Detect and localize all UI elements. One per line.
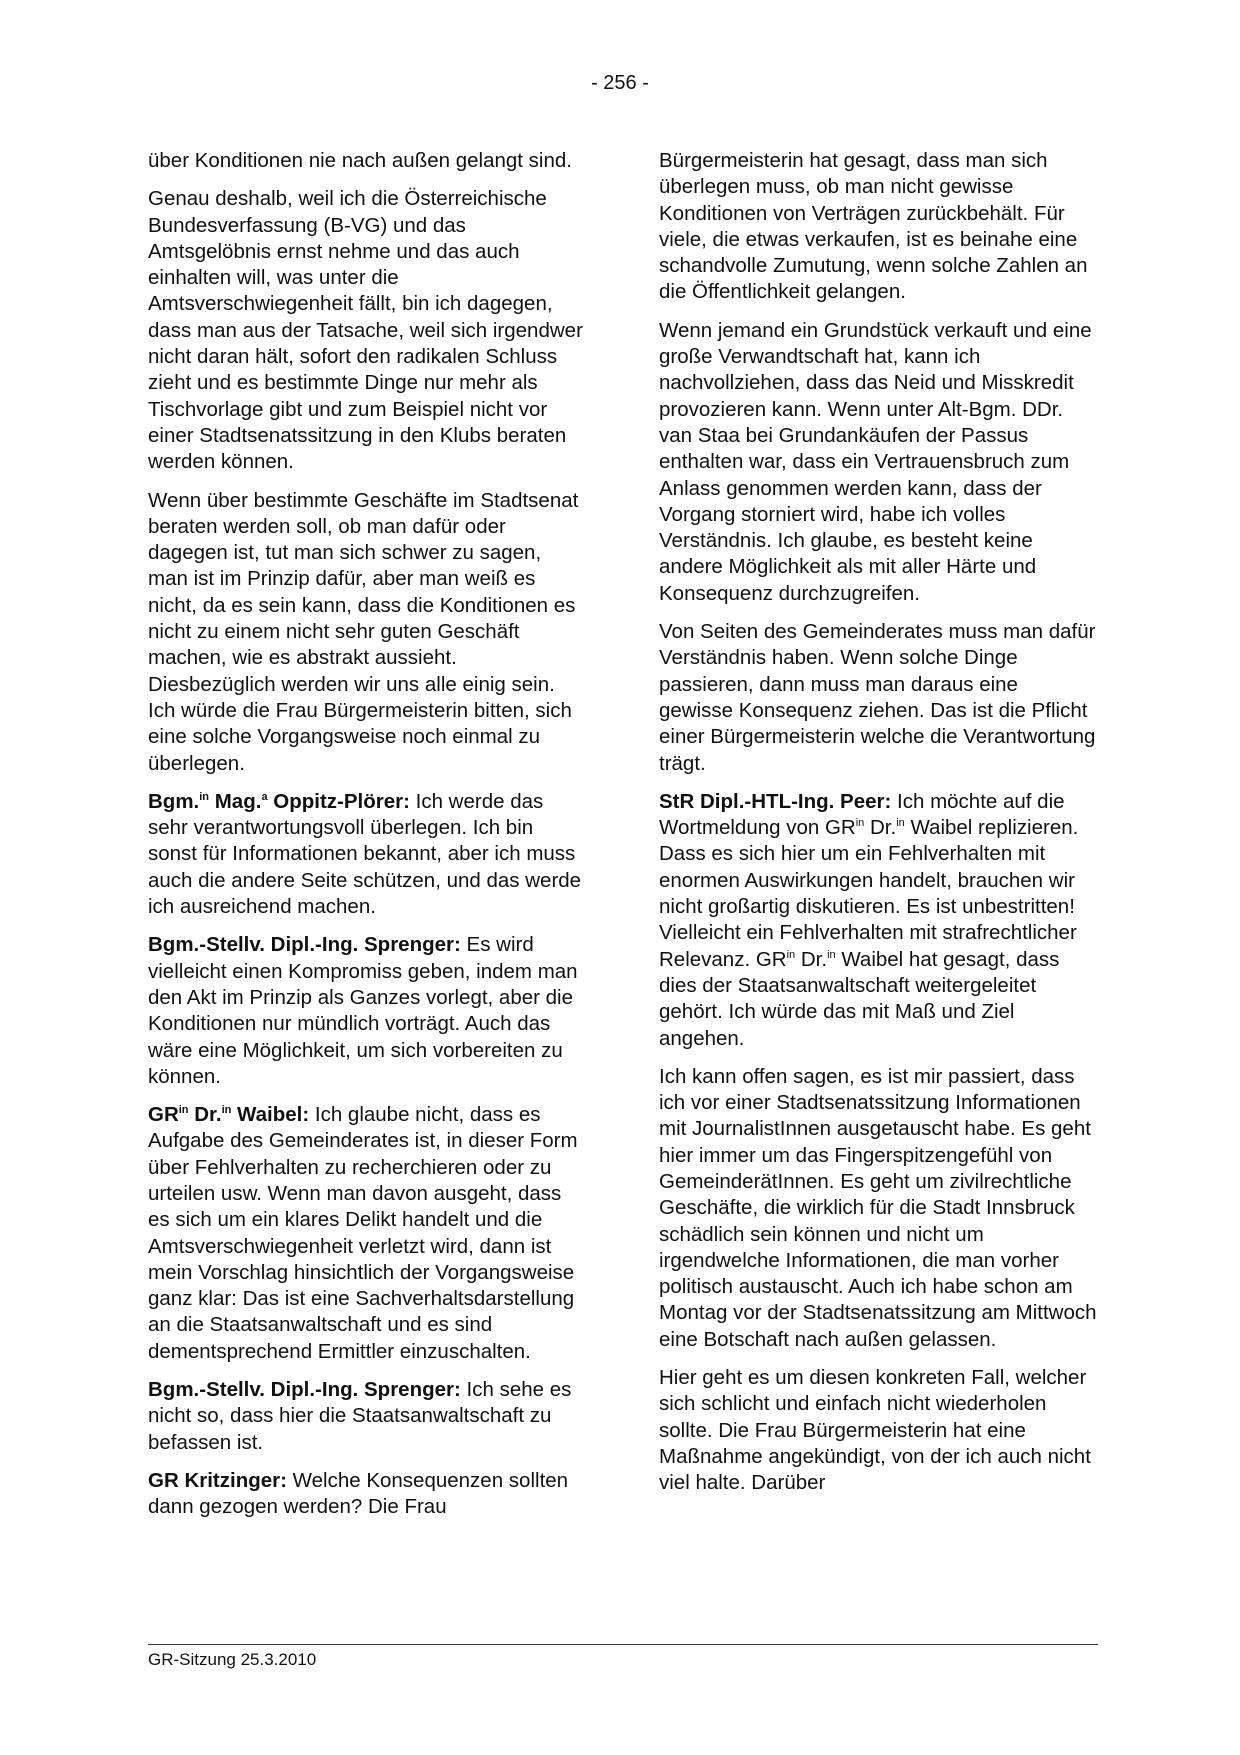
paragraph: Ich kann offen sagen, es ist mir passiert, dass ich vor einer Stadtsenatssitzung Informationen mit JournalistInnen ausgetauscht habe. Es geht hier immer um das Fingerspitzengefühl von GemeinderätInnen. Es geht um zivilrechtliche Geschäfte, die wirklich für die Stadt Innsbruck schädlich sein können und nicht um irgendwelche Informationen, die man vorher politisch austauscht. Auch ich habe schon am Montag vor der Stadtsenatssitzung am Mittwoch eine Botschaft nach außen gelassen. (659, 1064, 1097, 1351)
speech-text: Ich möchte auf die Wortmeldung von $GR^{in}$ Dr.$^{in}$ Waibel replizieren. Dass es sich hier um ein Fehlverhalten mit enormen Auswirkungen handelt, brauchen wir nicht großartig diskutieren. Es ist unbestritten! Vielleicht ein Fehlverhalten mit strafrechtlicher Relevanz. $GR^{in}$ Dr.$^{in}$ Waibel hat gesagt, dass dies der Staatsanwaltschaft weitergeleitet gehört. Ich würde das mit Maß und Ziel angehen. (659, 789, 1079, 1050)
speech-kritzinger (148, 1468, 586, 1521)
speech-peer (659, 789, 1097, 1052)
paragraph: über Konditionen nie nach außen gelangt sind. (148, 149, 572, 172)
speaker-name: Bgm.-Stellv. Dipl.-Ing. Sprenger: (148, 933, 461, 957)
footer-text: GR-Sitzung 25.3.2010 (148, 1650, 317, 1669)
speaker-name: $GR^{in}$ Dr.$^{in}$ Waibel: (148, 1103, 310, 1127)
paragraph: Genau deshalb, weil ich die Österreichische Bundesverfassung (B-VG) und das Amtsgelöbnis ernst nehme und das auch einhalten will, was unter die Amtsverschwiegenheit fällt, bin ich dagegen, dass man aus der Tatsache, weil sich irgendwer nicht daran hält, sofort den radikalen Schluss zieht und es bestimmte Dinge nur mehr als Tischvorlage gibt und zum Beispiel nicht vor einer Stadtsenatssitzung in den Klubs beraten werden können. (148, 187, 583, 474)
speech-text: Ich sehe es nicht so, dass hier die Staatsanwaltschaft zu befassen ist. (148, 1378, 572, 1454)
speaker-name: StR Dipl.-HTL-Ing. Peer: (659, 789, 892, 813)
page-number: - 256 - (591, 72, 649, 94)
speech-waibel (148, 1102, 586, 1365)
speaker-name: GR Kritzinger: (148, 1468, 287, 1492)
speech-sprenger-1 (148, 932, 586, 1090)
speech-text: Welche Konsequenzen sollten dann gezogen werden? Die Frau (148, 1468, 569, 1519)
paragraph: Wenn jemand ein Grundstück verkauft und eine große Verwandtschaft hat, kann ich nachvollziehen, dass das Neid und Misskredit provozieren kann. Wenn unter Alt-Bgm. DDr. van Staa bei Grundankäufen der Passus enthalten war, dass ein Vertrauensbruch zum Anlass genommen werden kann, dass der Vorgang storniert wird, habe ich volles Verständnis. Ich glaube, es besteht keine andere Möglichkeit als mit aller Härte und Konsequenz durchzugreifen. (659, 318, 1092, 605)
speaker-name: Bgm.-Stellv. Dipl.-Ing. Sprenger: (148, 1378, 461, 1402)
speech-text: Ich glaube nicht, dass es Aufgabe des Gemeinderates ist, in dieser Form über Fehlverhalten zu recherchieren oder zu urteilen usw. Wenn man davon ausgeht, dass es sich um ein klares Delikt handelt und die Amtsverschwiegenheit verletzt wird, dann ist mein Vorschlag hinsichtlich der Vorgangsweise ganz klar: Das ist eine Sachverhaltsdarstellung an die Staatsanwaltschaft und es sind dementsprechend Ermittler einzuschalten. (148, 1103, 578, 1363)
paragraph: Von Seiten des Gemeinderates muss man dafür Verständnis haben. Wenn solche Dinge passieren, dann muss man daraus eine gewisse Konsequenz ziehen. Das ist die Pflicht einer Bürgermeisterin welche die Verantwortung trägt. (659, 620, 1096, 775)
speech-sprenger-2 (148, 1377, 586, 1456)
right-column (659, 148, 1097, 1509)
paragraph: Wenn über bestimmte Geschäfte im Stadtsenat beraten werden soll, ob man dafür oder dagegen ist, tut man sich schwer zu sagen, man ist im Prinzip dafür, aber man weiß es nicht, da es sein kann, dass die Konditionen es nicht zu einem nicht sehr guten Geschäft machen, wie es abstrakt aussieht. Diesbezüglich werden wir uns alle einig sein. Ich würde die Frau Bürgermeisterin bitten, sich eine solche Vorgangsweise noch einmal zu überlegen. (148, 488, 579, 775)
speech-oppitz-ploerer (148, 789, 586, 920)
left-column (148, 148, 586, 1533)
paragraph: Bürgermeisterin hat gesagt, dass man sich überlegen muss, ob man nicht gewisse Konditionen von Verträgen zurückbehält. Für viele, die etwas verkaufen, ist es beinahe eine schandvolle Zumutung, wenn solche Zahlen an die Öffentlichkeit gelangen. (659, 149, 1088, 304)
footer-divider (148, 1644, 1098, 1645)
speech-text: Es wird vielleicht einen Kompromiss geben, indem man den Akt im Prinzip als Ganzes vorlegt, aber die Konditionen nur mündlich vorträgt. Auch das wäre eine Möglichkeit, um sich vorbereiten zu können. (148, 933, 578, 1088)
speaker-name: Bgm.$^{in}$ Mag.$^a$ Oppitz-Plörer: (148, 789, 410, 813)
speech-text: Ich werde das sehr verantwortungsvoll überlegen. Ich bin sonst für Informationen bekannt, aber ich muss auch die andere Seite schützen, und das werde ich ausreichend machen. (148, 789, 582, 919)
paragraph: Hier geht es um diesen konkreten Fall, welcher sich schlicht und einfach nicht wiederholen sollte. Die Frau Bürgermeisterin hat eine Maßnahme angekündigt, von der ich auch nicht viel halte. Darüber (659, 1366, 1091, 1495)
